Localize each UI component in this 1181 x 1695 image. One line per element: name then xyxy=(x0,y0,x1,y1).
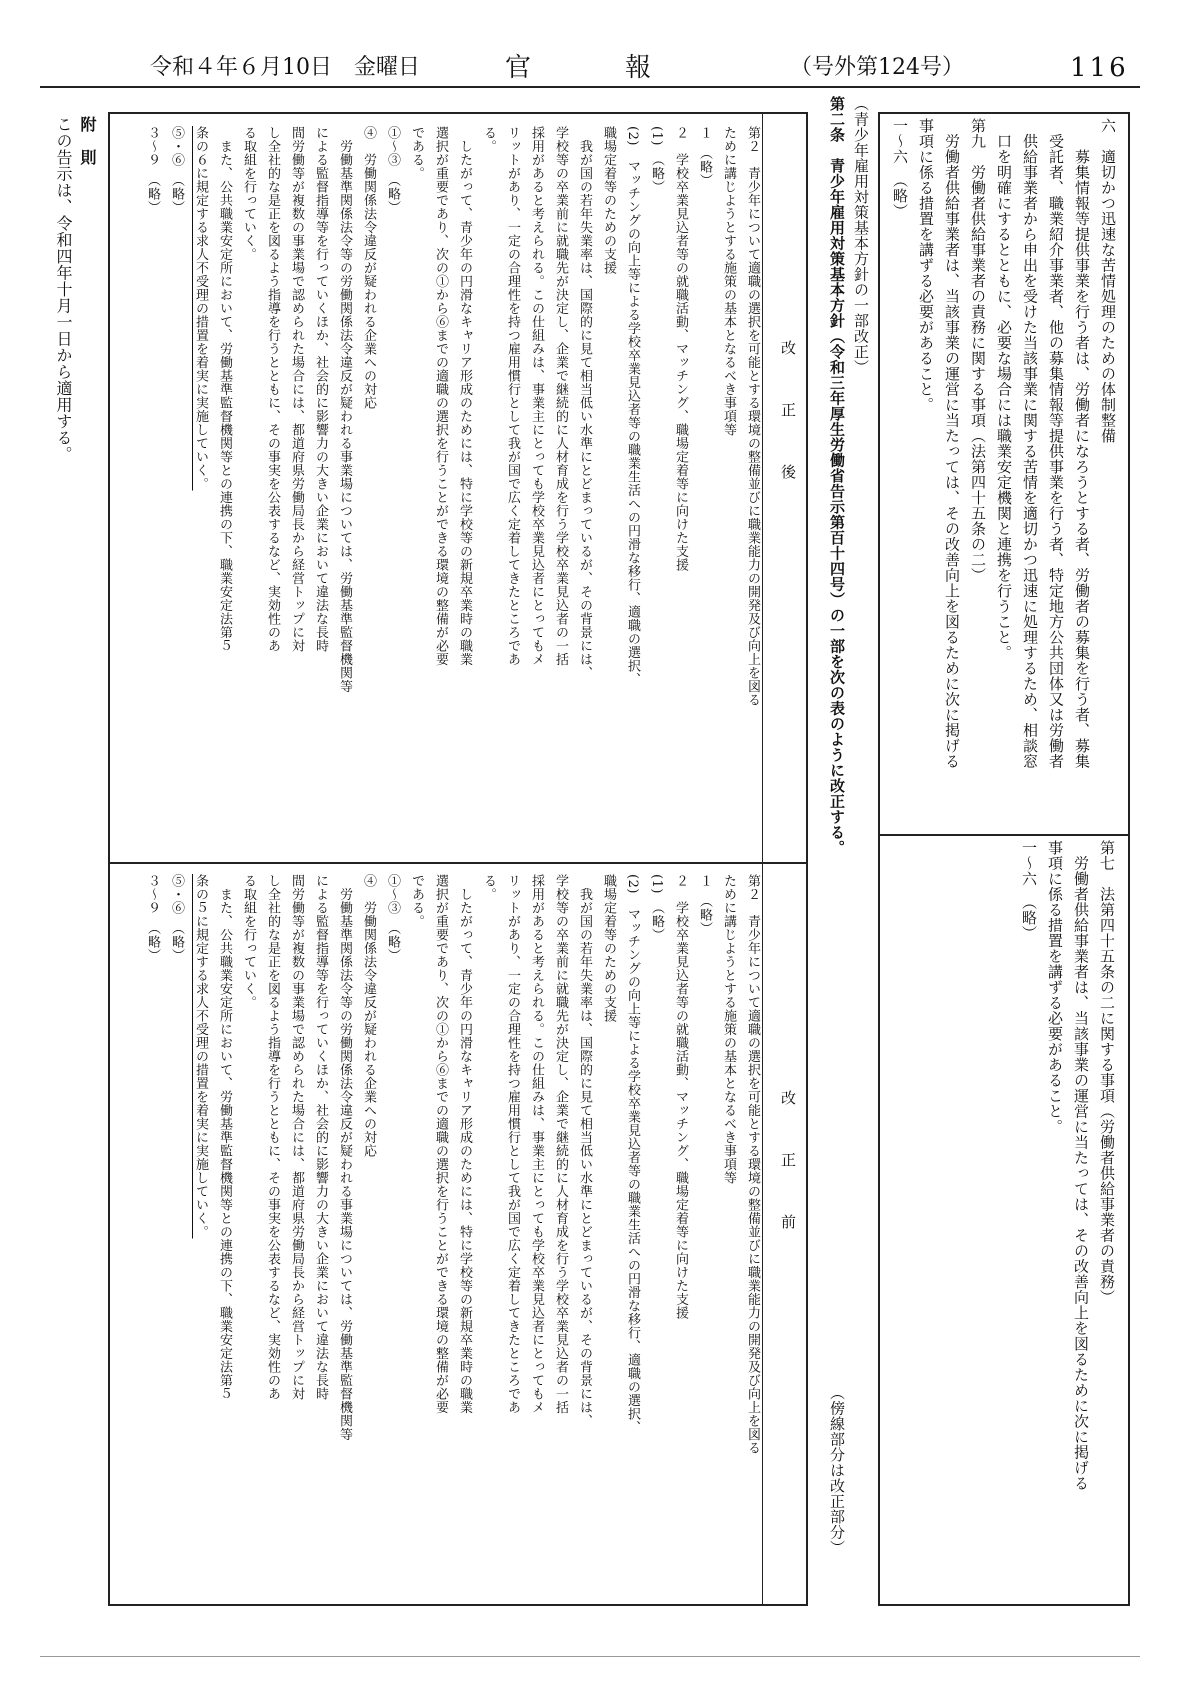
prior-after-line: 六 適切かつ迅速な苦情処理のための体制整備 xyxy=(1099,118,1117,444)
after-line: る。 xyxy=(481,126,496,153)
after-line: 間労働等が複数の事業場で認められた場合には、都道府県労働局長から経営トップに対 xyxy=(289,126,304,653)
before-line: (1) （略） xyxy=(649,874,664,942)
before-line: (2) マッチングの向上等による学校卒業見込者等の職業生活への円滑な移行、適職の選択、 xyxy=(625,874,640,1434)
before-line: ⑤・⑥ （略） xyxy=(169,874,184,962)
before-line: ①～③ （略） xyxy=(385,874,400,962)
before-line: したがって、青少年の円滑なキャリア形成のためには、特に学校等の新規卒業時の職業 xyxy=(457,874,472,1414)
after-line: である。 xyxy=(409,126,424,180)
prior-after-line: 一～六 （略） xyxy=(891,118,909,219)
prior-after-line: 口を明確にするとともに、必要な場合には職業安定機関と連携を行うこと。 xyxy=(995,118,1013,661)
after-line-amended: 条の６に規定する求人不受理の措置を着実に実施していく。 xyxy=(193,126,208,491)
before-line: る取組を行っていく。 xyxy=(241,874,256,1009)
issue-number: （号外第124号） xyxy=(790,55,964,80)
after-line: ⑤・⑥ （略） xyxy=(169,126,184,214)
prior-before-line: 労働者供給事業者は、当該事業の運営に当たっては、その改善向上を図るために次に掲げる xyxy=(1072,840,1090,1491)
after-header: 改 正 後 xyxy=(779,340,797,480)
after-line: 採用があると考えられる。この仕組みは、事業主にとっても学校卒業見込者にとってもメ xyxy=(529,126,544,666)
prior-after-line: 第九 労働者供給事業者の責務に関する事項（法第四十五条の二） xyxy=(969,118,987,583)
before-line: 我が国の若年失業率は、国際的に見て相当低い水準にとどまっているが、その背景には、 xyxy=(577,874,592,1428)
prior-after-line: 受託者、職業紹介事業者、他の募集情報等提供事業を行う者、特定地方公共団体又は労働者 xyxy=(1047,118,1065,769)
before-line: 職場定着等のための支援 xyxy=(601,874,616,1023)
page-number: 116 xyxy=(1070,53,1129,83)
before-line: 労働基準関係法令等の労働関係法令違反が疑われる事業場については、労働基準監督機関等 xyxy=(337,874,352,1441)
after-line: 我が国の若年失業率は、国際的に見て相当低い水準にとどまっているが、その背景には、 xyxy=(577,126,592,680)
before-line: 採用があると考えられる。この仕組みは、事業主にとっても学校卒業見込者にとってもメ xyxy=(529,874,544,1414)
after-line: 選択が重要であり、次の①から⑥までの適職の選択を行うことができる環境の整備が必要 xyxy=(433,126,448,666)
after-line: し全社的な是正を図るよう指導を行うとともに、その事実を公表するなど、実効性のあ xyxy=(265,126,280,653)
before-line: 間労働等が複数の事業場で認められた場合には、都道府県労働局長から経営トップに対 xyxy=(289,874,304,1401)
after-line: 学校等の卒業前に就職先が決定し、企業で継続的に人材育成を行う学校卒業見込者の一括 xyxy=(553,126,568,666)
prior-before-line: 事項に係る措置を講ずる必要があること。 xyxy=(1046,840,1064,1135)
prior-after-line: 供給事業者から申出を受けた当該事業に関する苦情を適切かつ迅速に処理するため、相談窓 xyxy=(1021,118,1039,769)
before-line: である。 xyxy=(409,874,424,928)
paper-title: 官 報 xyxy=(505,53,656,83)
after-line: (1) （略） xyxy=(649,126,664,194)
before-line: る。 xyxy=(481,874,496,901)
before-line: 第２ 青少年について適職の選択を可能とする環境の整備並びに職業能力の開発及び向上を図る xyxy=(745,874,760,1455)
after-line: ２ 学校卒業見込者等の就職活動、マッチング、職場定着等に向けた支援 xyxy=(673,126,688,572)
header-rule xyxy=(40,86,1140,88)
before-line: ために講じようとする施策の基本となるべき事項等 xyxy=(721,874,736,1185)
prior-after-column xyxy=(885,118,1121,823)
prior-before-line: 一～六 （略） xyxy=(1020,840,1038,941)
after-line: 労働基準関係法令等の労働関係法令違反が疑われる事業場については、労働基準監督機関等 xyxy=(337,126,352,693)
before-line: 学校等の卒業前に就職先が決定し、企業で継続的に人材育成を行う学校卒業見込者の一括 xyxy=(553,874,568,1414)
before-line: ２ 学校卒業見込者等の就職活動、マッチング、職場定着等に向けた支援 xyxy=(673,874,688,1320)
after-line: ３～９ （略） xyxy=(145,126,160,214)
after-line: る取組を行っていく。 xyxy=(241,126,256,261)
after-line: による監督指導等を行っていくほか、社会的に影響力の大きい企業において違法な長時 xyxy=(313,126,328,653)
after-line: 第２ 青少年について適職の選択を可能とする環境の整備並びに職業能力の開発及び向上を図る xyxy=(745,126,760,707)
prior-before-line: 第七 法第四十五条の二に関する事項（労働者供給事業者の責務） xyxy=(1098,840,1116,1305)
prior-table-divider xyxy=(880,834,1128,836)
before-line: 選択が重要であり、次の①から⑥までの適職の選択を行うことができる環境の整備が必要 xyxy=(433,874,448,1414)
after-line: また、公共職業安定所において、労働基準監督機関等との連携の下、職業安定法第５ xyxy=(217,126,232,653)
supplementary-title: 附 則 xyxy=(78,116,97,166)
table-divider xyxy=(110,862,806,864)
prior-after-line: 事項に係る措置を講ずる必要があること。 xyxy=(917,118,935,413)
before-line-amended: 条の５に規定する求人不受理の措置を着実に実施していく。 xyxy=(193,874,208,1239)
after-line: １ （略） xyxy=(697,126,712,187)
before-line: ３～９ （略） xyxy=(145,874,160,962)
before-line: また、公共職業安定所において、労働基準監督機関等との連携の下、職業安定法第５ xyxy=(217,874,232,1401)
prior-after-line: 募集情報等提供事業を行う者は、労働者になろうとする者、労働者の募集を行う者、募集 xyxy=(1073,118,1091,769)
after-line: 職場定着等のための支援 xyxy=(601,126,616,275)
after-line: ①～③ （略） xyxy=(385,126,400,214)
before-line: し全社的な是正を図るよう指導を行うとともに、その事実を公表するなど、実効性のあ xyxy=(265,874,280,1401)
before-line: １ （略） xyxy=(697,874,712,935)
supplementary-text: この告示は、令和四年十月一日から適用する。 xyxy=(54,116,73,463)
before-header: 改 正 前 xyxy=(779,1090,797,1230)
footer-rule xyxy=(40,1656,1140,1657)
after-line: (2) マッチングの向上等による学校卒業見込者等の職業生活への円滑な移行、適職の選択、 xyxy=(625,126,640,686)
prior-after-line: 労働者供給事業者は、当該事業の運営に当たっては、その改善向上を図るために次に掲げる xyxy=(943,118,961,769)
issue-date: 令和４年６月10日 金曜日 xyxy=(150,55,420,80)
after-line: リットがあり、一定の合理性を持つ雇用慣行として我が国で広く定着してきたところであ xyxy=(505,126,520,666)
after-body xyxy=(116,126,764,846)
before-body xyxy=(116,874,764,1594)
after-line: したがって、青少年の円滑なキャリア形成のためには、特に学校等の新規卒業時の職業 xyxy=(457,126,472,666)
before-line: ④ 労働関係法令違反が疑われる企業への対応 xyxy=(361,874,376,1158)
article-text: 第二条 青少年雇用対策基本方針（令和三年厚生労働省告示第百十四号）の一部を次の表のように改正する。 xyxy=(828,96,846,856)
before-line: による監督指導等を行っていくほか、社会的に影響力の大きい企業において違法な長時 xyxy=(313,874,328,1401)
underline-note: （傍線部分は改正部分） xyxy=(828,1385,846,1556)
after-line: ために講じようとする施策の基本となるべき事項等 xyxy=(721,126,736,437)
after-line: ④ 労働関係法令違反が疑われる企業への対応 xyxy=(361,126,376,410)
before-line: リットがあり、一定の合理性を持つ雇用慣行として我が国で広く定着してきたところであ xyxy=(505,874,520,1414)
section-heading: （青少年雇用対策基本方針の一部改正） xyxy=(852,96,870,375)
prior-before-column xyxy=(1010,840,1120,1595)
